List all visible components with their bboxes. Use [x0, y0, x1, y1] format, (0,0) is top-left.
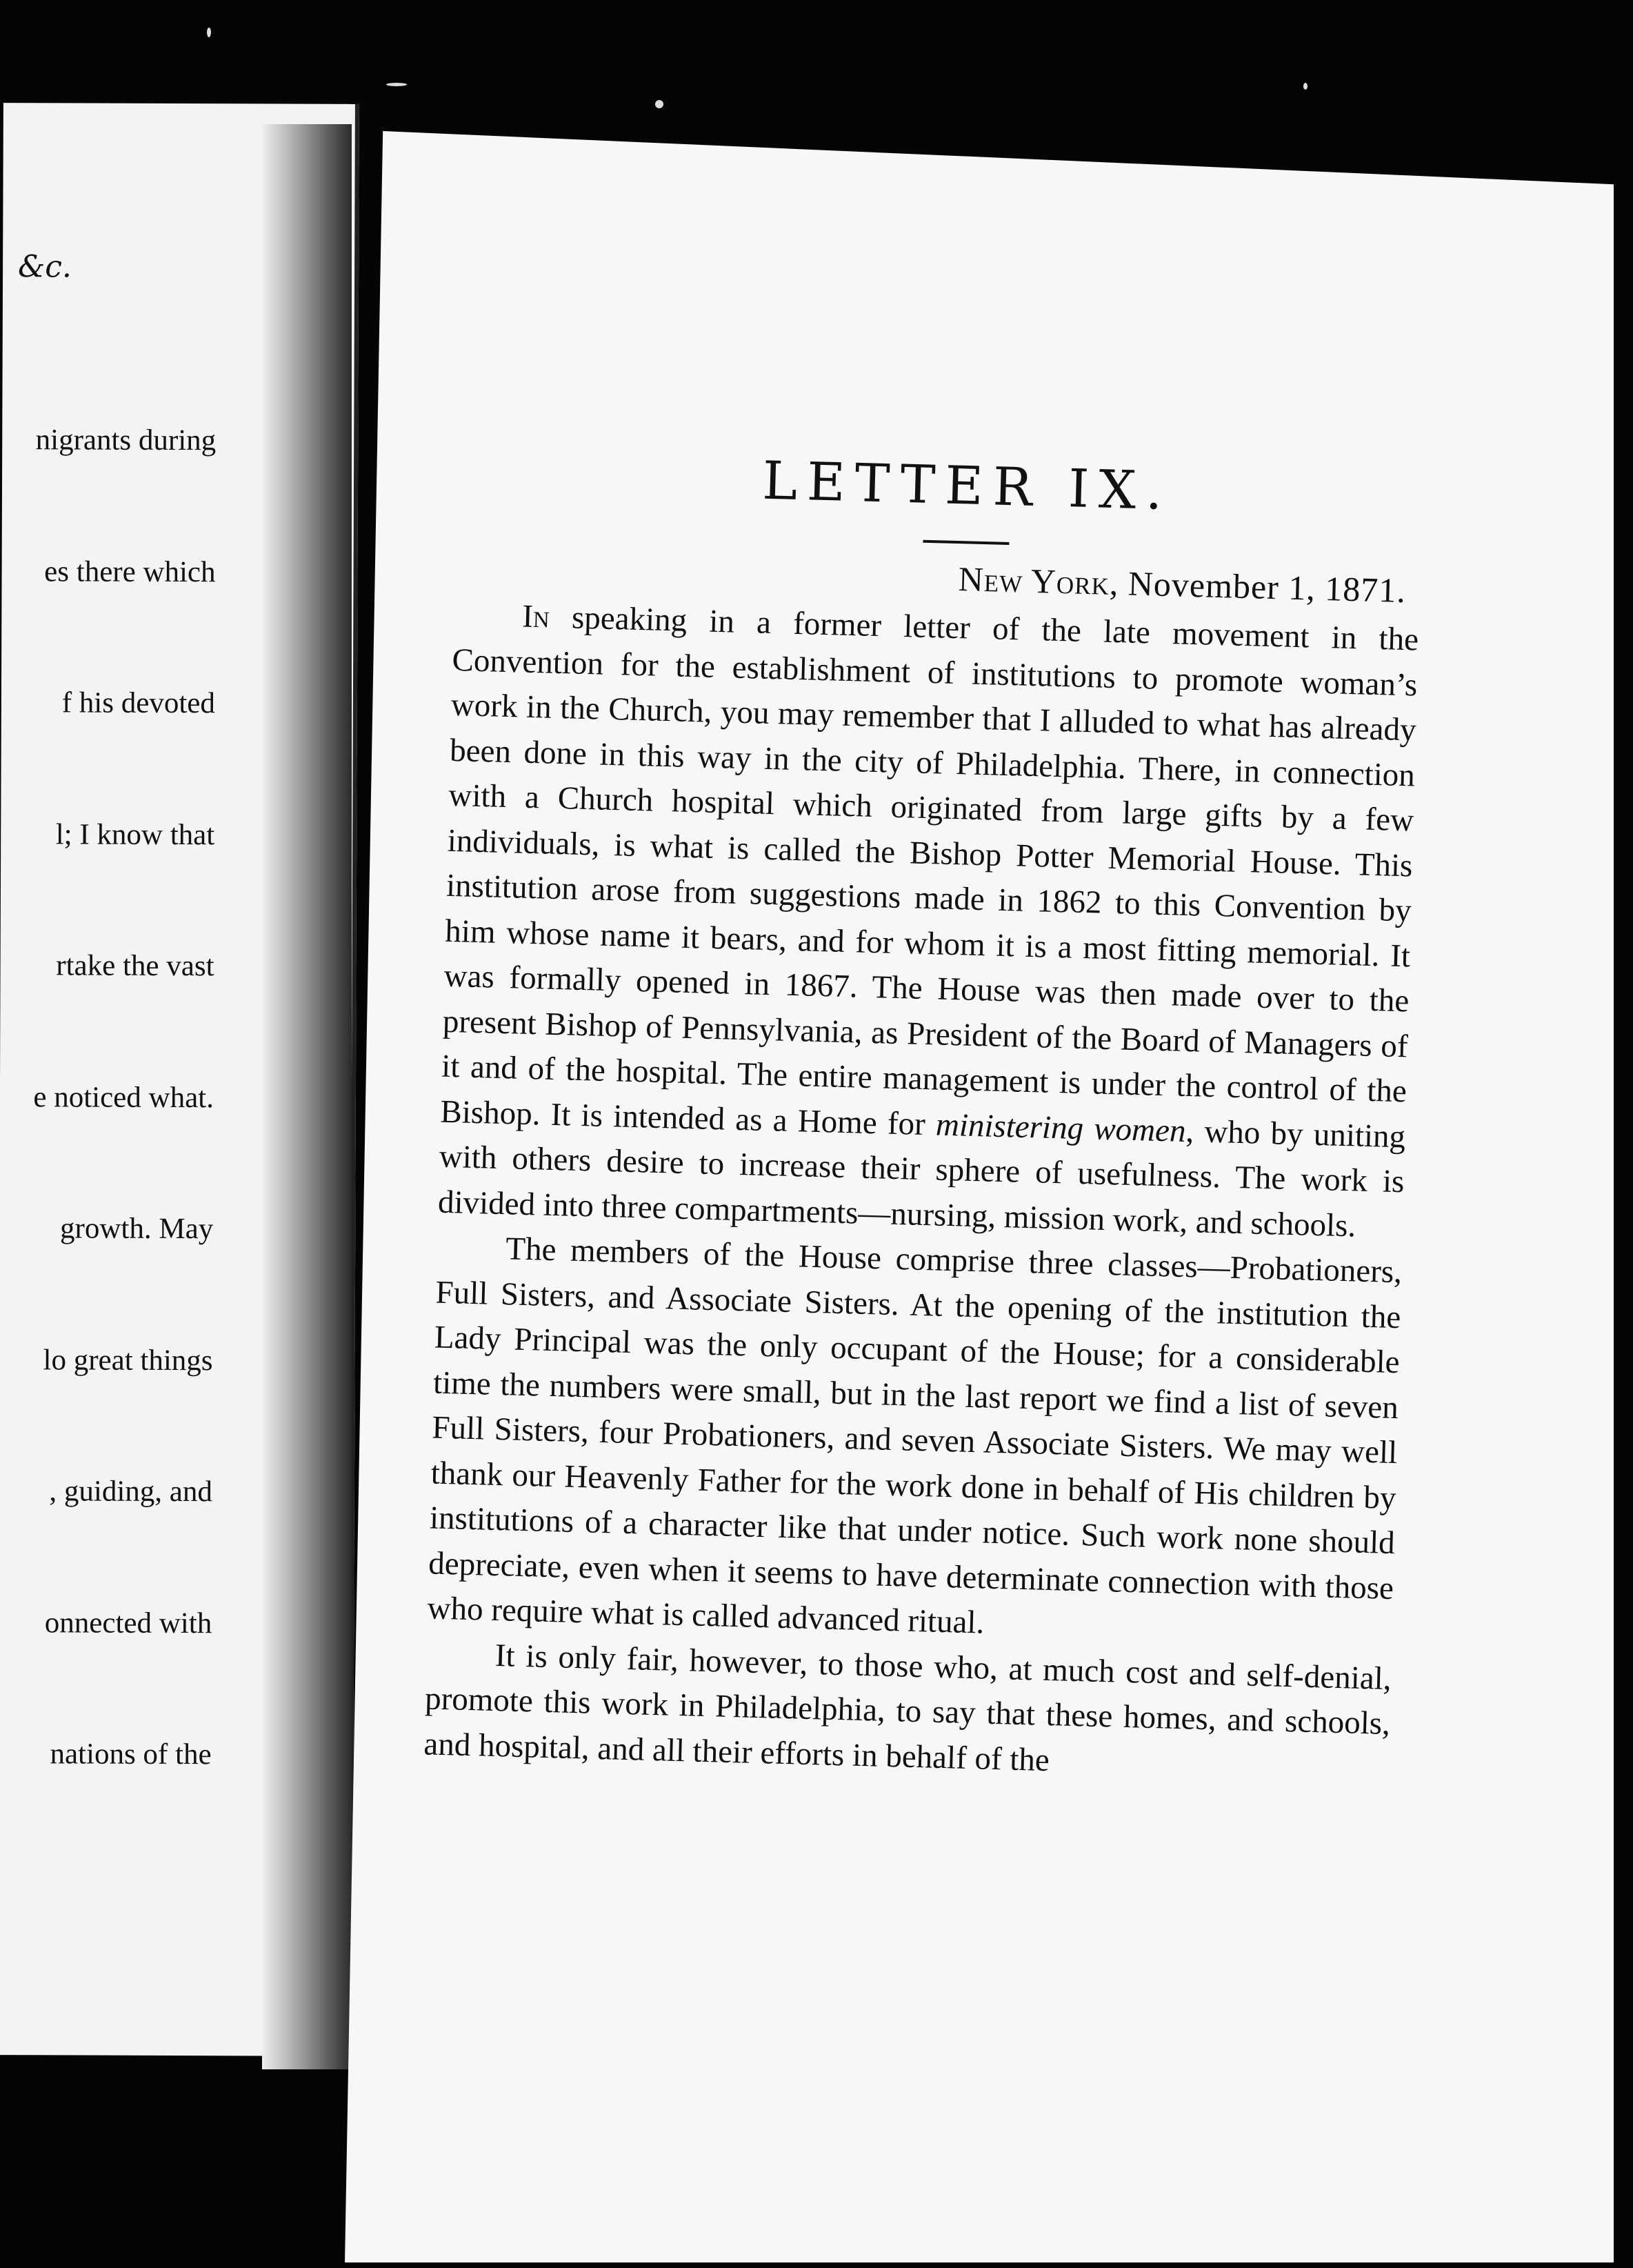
paragraph-1-text-a: speaking in a former letter of the late movement in the Convention for the establishment of institutions to promote woman’s work in the Church, you may remember that I alluded to what has already been done in this way in the city of Philadelphia. There, in connection with a Church hospital which originated from large gifts by a few individuals, is what is called the Bishop Potter Memorial House. This institution arose from suggestions made in 1862 to this Convention by him whose name it bears, and for whom it is a most fitting memorial. It was formally opened in 1867. The House was then made over to the present Bishop of Pennsylvania, as President of the Board of Managers of it and of the hospital. The entire management is under the control of the Bishop. It is intended as a Home for: [439, 599, 1419, 1142]
paragraph-1-text-b: , who by uniting with others desire to increase their sphere of usefulness. The work is divided into three compartments—nursing, mission work, and schools.: [437, 1113, 1406, 1244]
speck: [655, 100, 663, 108]
paragraph-2: The members of the House comprise three classes—Probationers, Full Sisters, and Associate Sisters. At the opening of the institution the Lady Principal was the only occupant of the House; for a considerable time the numbers were small, but in the last report we find a list of seven Full Sisters, four Probationers, and seven Associate Sisters. We may well thank our Heavenly Father for the work done in behalf of His children by institutions of a character like that under notice. Such work none should depreciate, even when it seems to have determinate connection with those who require what is called advanced ritual.: [427, 1231, 1403, 1641]
paragraph-1-italic: ministering women: [935, 1106, 1187, 1149]
paragraph-1: [437, 593, 1419, 1250]
title-rule: [923, 540, 1009, 545]
book-gutter: [262, 124, 352, 2069]
dateline-date: , November 1, 1871.: [1109, 563, 1407, 610]
left-page-line: l; I know that: [55, 817, 215, 851]
left-page-header: &c.: [18, 249, 72, 285]
paragraph-3: It is only fair, however, to those who, at much cost and self-denial, promote this work in Philadelphia, to say that these homes, and schools, and hospital, and all their efforts in behalf of the: [423, 1637, 1392, 1778]
left-page-line: es there which: [44, 555, 216, 588]
left-page-text: [30, 330, 216, 1864]
left-page-line: , guiding, and: [49, 1475, 212, 1509]
left-page-line: f his devoted: [61, 686, 215, 720]
letter-title: LETTER IX.: [761, 449, 1173, 522]
speck: [207, 28, 211, 37]
left-page-line: nations of the: [50, 1738, 212, 1771]
letter-body: [423, 441, 1423, 1792]
paragraph-1-lead: In: [521, 598, 550, 635]
left-page-line: lo great things: [43, 1343, 213, 1377]
left-page-line: rtake the vast: [56, 949, 214, 983]
left-page-line: nigrants during: [35, 424, 217, 457]
left-page-line: onnected with: [44, 1606, 212, 1640]
speck: [386, 83, 407, 86]
left-page-line: e noticed what.: [33, 1080, 214, 1114]
speck: [1303, 83, 1308, 90]
dateline-place: New York: [958, 559, 1110, 602]
left-page-line: growth. May: [60, 1212, 214, 1246]
